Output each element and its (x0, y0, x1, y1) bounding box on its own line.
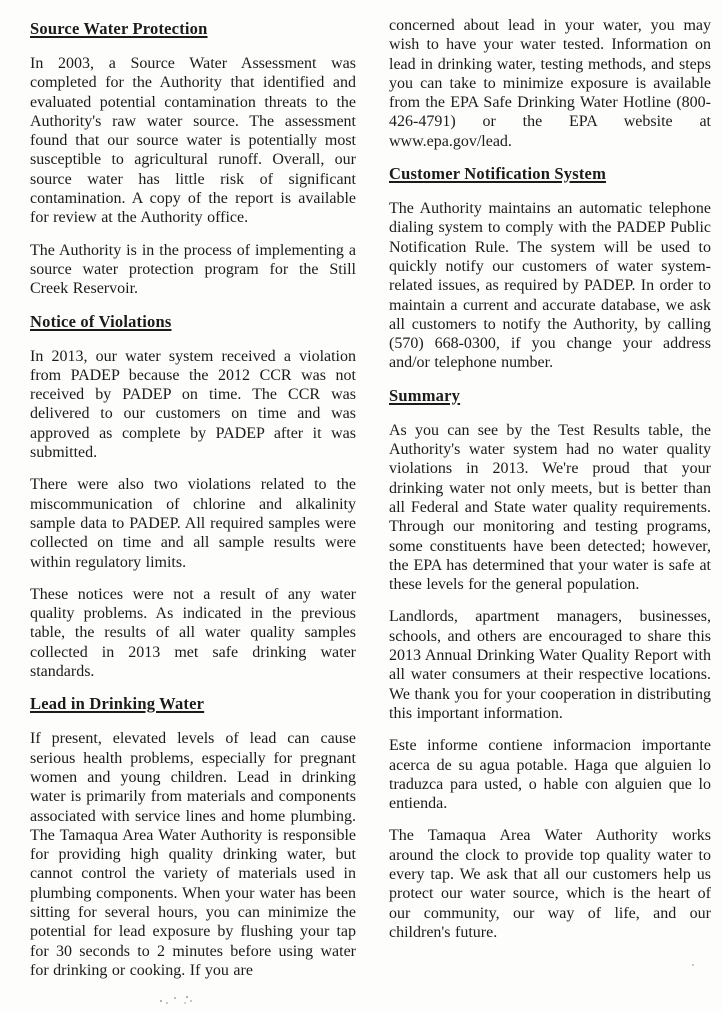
paragraph-telephone-dialing-system: The Authority maintains an automatic telephone dialing system to comply with the PADEP Public Notification Rule. The system will be used to quickly notify our customers of water system-related issues, as required by PADEP. In order to maintain a current and accurate database, we ask all customers to notify the Authority, by calling (570) 668-0300, if you change your address and/or telephone number. (389, 200, 711, 372)
scan-artifact-speckle (186, 996, 188, 998)
paragraph-closing-statement: The Tamaqua Area Water Authority works around the clock to provide top quality water to every tap. We ask that all our customers help us protect our water source, which is the heart of our community, our way of life, and our children's future. (389, 827, 711, 941)
two-column-layout (30, 16, 711, 993)
column-left (30, 16, 356, 993)
paragraph-notices-no-quality-problems: These notices were not a result of any water quality problems. As indicated in the previous table, the results of all water quality samples collected in 2013 met safe drinking water standards. (30, 585, 356, 681)
scan-artifact-speckle (692, 964, 694, 966)
paragraph-still-creek-reservoir: The Authority is in the process of implementing a source water protection program for the Still Creek Reservoir. (30, 241, 356, 298)
paragraph-lead-info-continued: concerned about lead in your water, you may wish to have your water tested. Information on lead in drinking water, testing methods, and steps you can take to minimize exposure is available from the EPA Safe Drinking Water Hotline (800-426-4791) or the EPA website at www.epa.gov/lead. (389, 17, 711, 150)
heading-notice-of-violations: Notice of Violations (30, 311, 172, 331)
paragraph-test-results-summary: As you can see by the Test Results table, the Authority's water system had no water quality violations in 2013. We're proud that your drinking water not only meets, but is better than all Federal and State water quality requirements. Through our monitoring and testing programs, some constituents have been detected; however, the EPA has determined that your water is safe at these levels for the general population. (389, 421, 711, 594)
paragraph-ccr-violation: In 2013, our water system received a violation from PADEP because the 2012 CCR was not received by PADEP on time. The CCR was delivered to our customers on time and was approved as complete by PADEP after it was submitted. (30, 347, 356, 462)
paragraph-lead-info: If present, elevated levels of lead can cause serious health problems, especially for pregnant women and young children. Lead in drinking water is primarily from materials and components associated with service lines and home plumbing. The Tamaqua Area Water Authority is responsible for providing high quality drinking water, but cannot control the variety of materials used in plumbing components. When your water has been sitting for several hours, you can minimize the potential for lead exposure by flushing your tap for 30 seconds to 2 minutes before using water for drinking or cooking. If you are (30, 730, 356, 979)
paragraph-spanish-notice: Este informe contiene informacion importante acerca de su agua potable. Haga que alguien lo traduzca para usted, o hable con alguien que lo entienda. (389, 737, 711, 813)
paragraph-landlords-share-report: Landlords, apartment managers, businesses, schools, and others are encouraged to share this 2013 Annual Drinking Water Quality Report with all water consumers at their respective locations. We thank you for your cooperation in distributing this important information. (389, 608, 711, 722)
paragraph-source-water-assessment: In 2003, a Source Water Assessment was completed for the Authority that identified and evaluated potential contamination threats to the Authority's raw water source. The assessment found that our source water is potentially most susceptible to agricultural runoff. Overall, our source water has little risk of significant contamination. A copy of the report is available for review at the Authority office. (30, 55, 356, 227)
column-right (389, 16, 711, 993)
heading-summary: Summary (389, 385, 461, 405)
heading-source-water-protection: Source Water Protection (30, 19, 208, 38)
paragraph-miscommunication-violations: There were also two violations related to the miscommunication of chlorine and alkalinity sample data to PADEP. All required samples were collected on time and all sample results were within regulatory limits. (30, 476, 356, 571)
heading-lead-in-drinking-water: Lead in Drinking Water (30, 694, 205, 714)
heading-customer-notification-system: Customer Notification System (389, 164, 607, 184)
scan-artifact-speckle (160, 1000, 162, 1002)
